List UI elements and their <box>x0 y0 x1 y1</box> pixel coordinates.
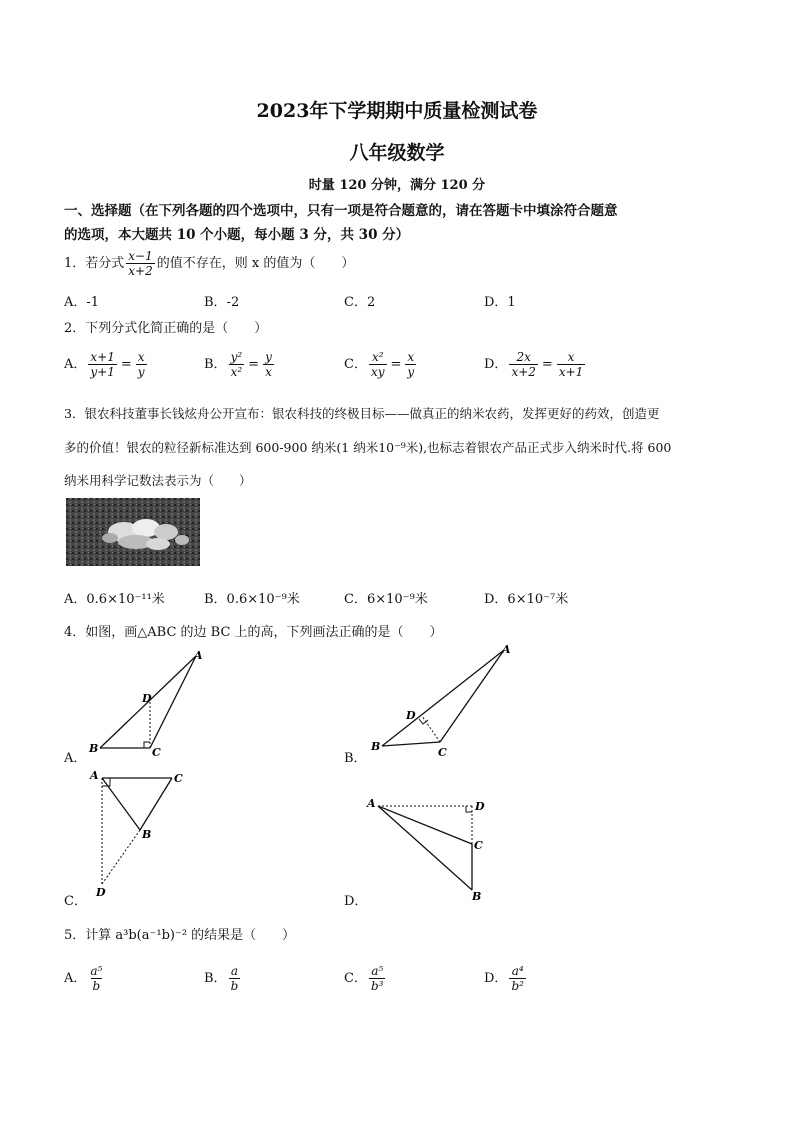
q4-option-d-label: D． <box>344 894 368 909</box>
q2-d-d1: x+2 <box>511 365 536 379</box>
question-4: 4．如图，画△ABC 的边 BC 上的高，下列画法正确的是（ ） <box>64 625 443 640</box>
question-5: 5．计算 a³b(a⁻¹b)⁻² 的结果是（ ） <box>64 928 296 943</box>
fig-c-point-b: B <box>142 828 152 841</box>
subject-title: 八年级数学 <box>349 142 445 164</box>
q5-b-num: a <box>230 964 238 978</box>
fig-d-point-a: A <box>367 797 376 810</box>
question-3-line1: 3．银农科技董事长钱炫舟公开宣布：银农科技的终极目标——做真正的纳米农药，发挥更好的药效，创造更 <box>64 406 660 421</box>
q2-a-d1: y+1 <box>90 365 115 379</box>
q2-a-label: A． <box>64 357 87 372</box>
q5-c-label: C． <box>344 971 367 986</box>
q3-option-d: D．6×10⁻⁷米 <box>484 592 569 607</box>
q4-option-b-label: B． <box>344 751 367 766</box>
q5-b-den: b <box>230 979 239 993</box>
q2-option-a: A． $\frac{x+1}{y+1}$ = $\frac{x}{y}$ <box>64 350 145 379</box>
q4-figure-a <box>84 646 214 761</box>
q2-b-d2: x <box>265 365 272 379</box>
q1-suffix: 的值不存在，则 x 的值为（ ） <box>156 256 355 271</box>
q5-option-b <box>204 964 242 993</box>
question-3-line3: 纳米用科学记数法表示为（ ） <box>64 473 252 488</box>
q5-d-den: b² <box>511 979 524 993</box>
q2-d-label: D． <box>484 357 508 372</box>
q1-fraction <box>126 249 154 278</box>
q1-option-a: A．-1 <box>64 295 100 310</box>
q2-b-n1: y² <box>230 350 243 364</box>
fig-d-point-d: D <box>475 800 485 813</box>
q5-option-d <box>484 964 528 993</box>
fig-a-point-b: B <box>89 742 99 755</box>
q2-a-n2: x <box>137 350 145 364</box>
q5-option-c <box>344 964 387 993</box>
q1-numerator: x−1 <box>128 249 153 263</box>
fig-d-point-b: B <box>472 890 482 903</box>
fig-d-point-c: C <box>474 839 483 852</box>
fig-a-point-a: A <box>194 649 203 662</box>
q4-figure-d <box>364 792 504 904</box>
question-1 <box>64 249 354 278</box>
nano-pesticide-photo <box>66 498 200 566</box>
fig-b-point-c: C <box>438 746 447 759</box>
question-2: 2．下列分式化简正确的是（ ） <box>64 321 268 336</box>
q5-a-den: b <box>92 979 101 993</box>
fig-c-point-d: D <box>96 886 106 899</box>
fig-a-point-c: C <box>152 746 161 759</box>
q5-c-den: b³ <box>370 979 384 993</box>
fig-b-point-a: A <box>502 643 511 656</box>
q2-c-n2: x <box>407 350 415 364</box>
q2-b-label: B． <box>204 357 227 372</box>
q4-figure-b <box>364 640 524 760</box>
q2-c-d1: xy <box>370 365 385 379</box>
fig-b-point-b: B <box>371 740 381 753</box>
q2-d-d2: x+1 <box>558 365 584 379</box>
q4-option-a-label: A． <box>64 751 87 766</box>
q2-c-n1: x² <box>371 350 384 364</box>
q2-option-b: B． $\frac{\text{y²}}{\text{x²}}$ = $\frac{y}{x}$ <box>204 350 272 379</box>
time-info: 时量 120 分钟，满分 120 分 <box>308 178 486 193</box>
q5-a-num: a⁵ <box>90 964 103 978</box>
q5-a-label: A． <box>64 971 87 986</box>
fig-a-point-d: D <box>142 692 152 705</box>
q4-figure-c <box>84 764 204 900</box>
fig-c-point-c: C <box>174 772 183 785</box>
question-3-line2: 多的价值！银农的粒径新标准达到 600-900 纳米(1 纳米10⁻⁹米),也标志着银农产品正式步入纳米时代.将 600 <box>64 440 672 455</box>
fig-c-point-a: A <box>90 769 99 782</box>
exam-title: 2023年下学期期中质量检测试卷 <box>256 100 538 122</box>
q2-d-n2: x <box>567 350 575 364</box>
q3-option-c: C．6×10⁻⁹米 <box>344 592 428 607</box>
q5-c-num: a⁵ <box>371 964 384 978</box>
q2-option-c: C． $\frac{\text{x²}}{xy}$ = $\frac{x}{y}$ <box>344 350 415 379</box>
q1-denominator: x+2 <box>128 264 153 278</box>
q3-option-b: B．0.6×10⁻⁹米 <box>204 592 300 607</box>
q5-d-num: a⁴ <box>511 964 524 978</box>
q2-c-label: C． <box>344 357 367 372</box>
q1-option-b: B．-2 <box>204 295 240 310</box>
q1-prefix: 1．若分式 <box>64 256 125 271</box>
q2-d-n1: 2x <box>516 350 531 364</box>
q1-option-c: C．2 <box>344 295 376 310</box>
fig-b-point-d: D <box>406 709 416 722</box>
q5-b-label: B． <box>204 971 227 986</box>
q3-option-a: A．0.6×10⁻¹¹米 <box>64 592 165 607</box>
q1-option-d: D．1 <box>484 295 516 310</box>
q2-a-d2: y <box>137 365 145 379</box>
q4-option-c-label: C． <box>64 894 87 909</box>
section-heading-line2: 的选项，本大题共 10 个小题，每小题 3 分，共 30 分） <box>64 227 410 243</box>
q2-b-n2: y <box>265 350 272 364</box>
q2-c-d2: y <box>407 365 415 379</box>
section-heading-line1: 一、选择题（在下列各题的四个选项中，只有一项是符合题意的，请在答题卡中填涂符合题意 <box>64 203 618 219</box>
q2-option-d: D． $\frac{2x}{x+2}$ = $\frac{x}{x+1}$ <box>484 350 584 379</box>
q2-a-n1: x+1 <box>90 350 115 364</box>
q2-b-d1: x² <box>230 365 243 379</box>
q5-d-label: D． <box>484 971 508 986</box>
q5-option-a <box>64 964 106 993</box>
